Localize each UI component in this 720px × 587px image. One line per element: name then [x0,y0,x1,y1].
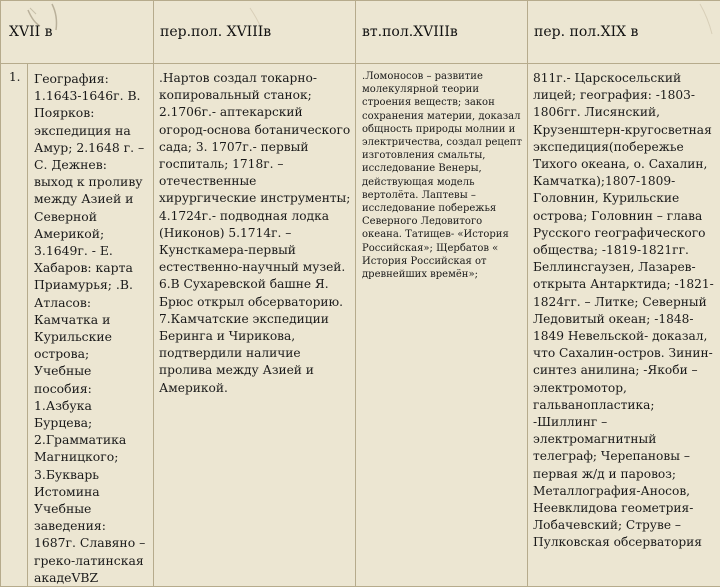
header-early-19th-century: пер. пол.XIX в [528,1,720,64]
cell-17th-century: География: 1.1643-1646г. В. Поярков: экспедиция на Амур; 2.1648 г. – С. Дежнев: выход к проливу между Азией и Северной Америкой; 3.1649г. - Е. Хабаров: карта Приамурья; .В. Атласов: Камчатка и Курильские острова; Учебные пособия: 1.Азбука Бурцева; 2.Грамматика Магницкого; 3.Букварь Истомина Учебные заведения: 1687г. Славяно – греко-латинская акадеVBZ [28,64,154,587]
header-row [1,1,720,64]
cell-early-18th-century: .Нартов создал токарно-копировальный станок; 2.1706г.- аптекарский огород-основа ботанического сада; 3. 1707г.- первый госпиталь; 1718г. – отечественные хирургические инструменты; 4.1724г.- подводная лодка (Никонов) 5.1714г. – Кунсткамера-первый естественно-научный музей. 6.В Сухаревской башне Я. Брюс открыл обсерваторию. 7.Камчатские экспедиции Беринга и Чирикова, подтвердили наличие пролива между Азией и Америкой. [154,64,356,587]
cell-late-18th-century: .Ломоносов – развитие молекулярной теории строения веществ; закон сохранения материи, доказал общность природы молнии и электричества, создал рецепт изготовления смальты, исследование Венеры, действующая модель вертолёта. Лаптевы – исследование побережья Северного Ледовитого океана. Татищев- «История Российская»; Щербатов « История Российская от древнейших времён»; [356,64,528,587]
header-17th-century: XVII в [1,1,154,64]
header-early-18th-century: пер.пол. XVIIIв [154,1,356,64]
header-late-18th-century: вт.пол.XVIIIв [356,1,528,64]
row-number: 1. [1,64,28,587]
cell-early-19th-century: 811г.- Царскосельский лицей; география: -1803-1806гг. Лисянский, Крузенштерн-кругосветная экспедиция(побережье Тихого океана, о. Сахалин, Камчатка);1807-1809-Головнин, Курильские острова; Головнин – глава Русского географического общества; -1819-1821гг. Беллинсгаузен, Лазарев-открыта Антарктида; -1821-1824гг. – Литке; Северный Ледовитый океан; -1848-1849 Невельской- доказал, что Сахалин-остров. Зинин-синтез анилина; -Якоби – электромотор, гальванопластика; -Шиллинг – электромагнитный телеграф; Черепановы – первая ж/д и паровоз; Металлография-Аносов, Неевклидова геометрия- Лобачевский; Струве – Пулковская обсерватория [528,64,720,587]
table-row [1,64,720,587]
